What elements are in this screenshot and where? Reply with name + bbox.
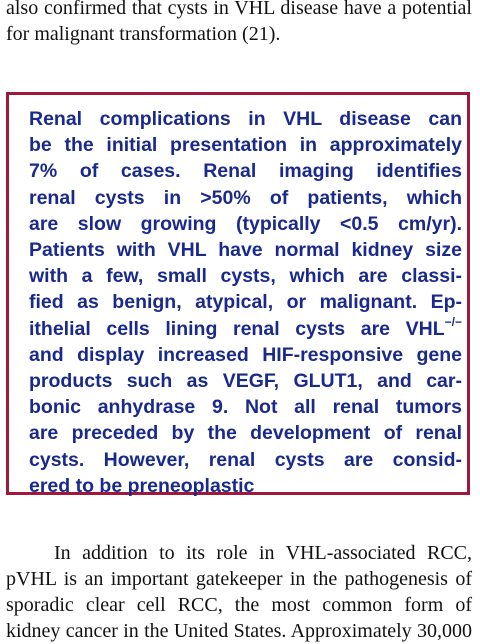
callout-text [29, 106, 462, 499]
callout-line: be the initial presentation in approximately [29, 134, 462, 157]
callout-line: Patients with VHL have normal kidney size [29, 239, 462, 262]
top-paragraph-line: for malignant transformation (21). [6, 23, 281, 45]
callout-line: bonic anhydrase 9. Not all renal tumors [29, 396, 462, 419]
callout-line: Renal complications in VHL disease can [29, 108, 462, 130]
bottom-paragraph-line: kidney cancer in the United States. Approximately 30,000 [6, 620, 472, 642]
callout-line: ered to be preneoplastic [29, 474, 255, 497]
callout-line-text: ithelial cells lining renal cysts are VHL [29, 317, 445, 340]
callout-line: are slow growing (typically <0.5 cm/yr). [29, 212, 462, 235]
callout-line: are preceded by the development of renal [29, 422, 462, 445]
callout-line: 7% of cases. Renal imaging identifies [29, 160, 462, 183]
callout-line: and display increased HIF-responsive gene [29, 343, 462, 366]
bottom-paragraph-line: pVHL is an important gatekeeper in the pathogenesis of [6, 568, 472, 590]
genotype-superscript: −/− [444, 314, 462, 329]
callout-line: products such as VEGF, GLUT1, and car- [29, 370, 462, 393]
callout-line: cysts. However, renal cysts are consid- [29, 448, 462, 471]
callout-line-with-superscript [29, 316, 462, 342]
callout-line: renal cysts in >50% of patients, which [29, 186, 462, 209]
summary-callout-box [6, 92, 470, 495]
callout-line: fied as benign, atypical, or malignant. Ep- [29, 291, 462, 314]
callout-line: with a few, small cysts, which are classi- [29, 265, 462, 288]
bottom-paragraph-line: In addition to its role in VHL-associated RCC, [54, 542, 472, 564]
bottom-paragraph-line: sporadic clear cell RCC, the most common form of [6, 594, 472, 616]
top-paragraph-line: also confirmed that cysts in VHL disease have a potential [6, 0, 472, 19]
